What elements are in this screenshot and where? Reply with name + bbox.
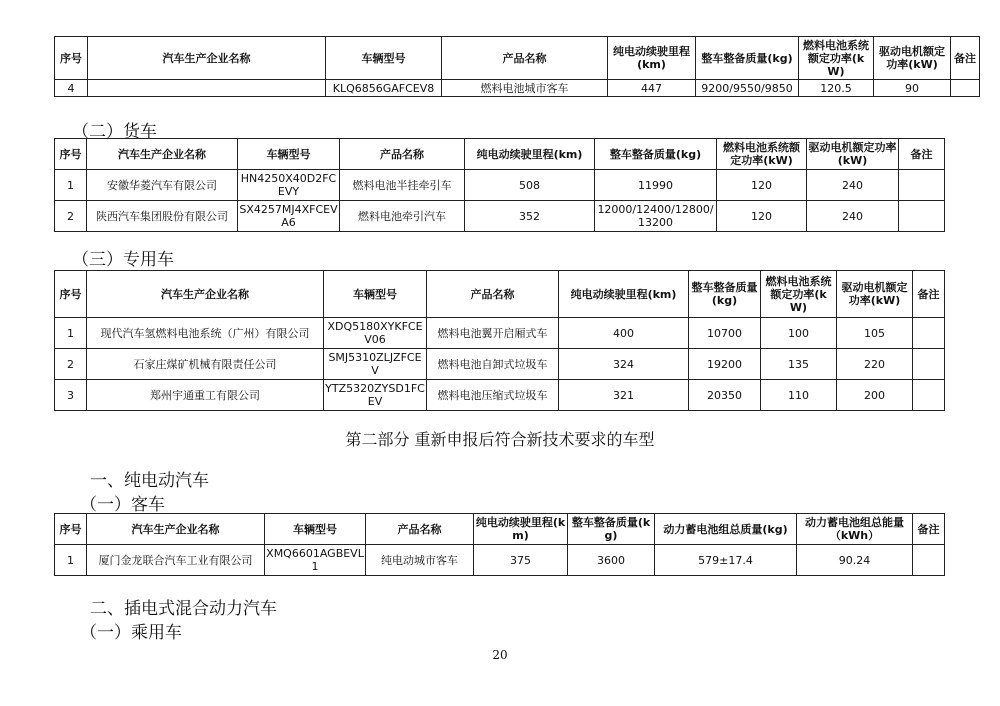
cell-mass: 11990 (595, 170, 717, 201)
header-fc-power: 燃料电池系统额定功率(kW) (717, 139, 807, 170)
cell-company: 郑州宇通重工有限公司 (87, 380, 324, 411)
header-motor-power: 驱动电机额定功率(kW) (874, 37, 951, 80)
header-remark: 备注 (899, 139, 945, 170)
cell-company: 安徽华菱汽车有限公司 (87, 170, 238, 201)
cell-mass: 12000/12400/12800/13200 (595, 201, 717, 232)
cell-remark (899, 201, 945, 232)
cell-seq: 1 (55, 545, 87, 576)
cell-motor-power: 220 (837, 349, 913, 380)
cell-fc-power: 120.5 (799, 80, 874, 97)
header-range: 纯电动续驶里程(km) (608, 37, 696, 80)
header-range: 纯电动续驶里程(km) (559, 271, 689, 318)
cell-company: 现代汽车氢燃料电池系统（广州）有限公司 (87, 318, 324, 349)
cell-fc-power: 135 (761, 349, 837, 380)
table-row (55, 170, 945, 201)
table-fcev-bus-continued (54, 36, 980, 97)
cell-motor-power: 200 (837, 380, 913, 411)
table-row (55, 349, 945, 380)
heading-phev: 二、插电式混合动力汽车 (90, 599, 277, 619)
cell-mass: 10700 (689, 318, 761, 349)
cell-model: YTZ5320ZYSD1FCEV (324, 380, 427, 411)
cell-remark (913, 380, 945, 411)
header-model: 车辆型号 (238, 139, 340, 170)
cell-seq: 2 (55, 349, 87, 380)
header-range: 纯电动续驶里程(km) (474, 514, 568, 545)
table-header-row (55, 514, 945, 545)
cell-remark (899, 170, 945, 201)
header-company: 汽车生产企业名称 (87, 139, 238, 170)
cell-remark (913, 318, 945, 349)
cell-mass: 20350 (689, 380, 761, 411)
header-remark: 备注 (913, 514, 945, 545)
heading-passenger: （一）乘用车 (80, 623, 182, 643)
cell-company: 石家庄煤矿机械有限责任公司 (87, 349, 324, 380)
cell-model: HN4250X40D2FCEVY (238, 170, 340, 201)
cell-motor-power: 105 (837, 318, 913, 349)
cell-model: SMJ5310ZLJZFCEV (324, 349, 427, 380)
cell-range: 321 (559, 380, 689, 411)
cell-seq: 2 (55, 201, 87, 232)
table-header-row (55, 37, 980, 80)
heading-bev: 一、纯电动汽车 (90, 471, 209, 491)
cell-model: XMQ6601AGBEVL1 (265, 545, 366, 576)
header-battery-energy: 动力蓄电池组总能量（kWh） (797, 514, 913, 545)
cell-range: 508 (465, 170, 595, 201)
header-fc-power: 燃料电池系统额定功率(kW) (799, 37, 874, 80)
header-battery-mass: 动力蓄电池组总质量(kg) (655, 514, 797, 545)
header-remark: 备注 (913, 271, 945, 318)
cell-battery-energy: 90.24 (797, 545, 913, 576)
cell-fc-power: 120 (717, 170, 807, 201)
table-row (55, 318, 945, 349)
header-mass: 整车整备质量(kg) (595, 139, 717, 170)
cell-product: 燃料电池半挂牵引车 (340, 170, 465, 201)
table-header-row (55, 139, 945, 170)
heading-bus: （一）客车 (80, 495, 165, 515)
cell-range: 400 (559, 318, 689, 349)
header-company: 汽车生产企业名称 (87, 514, 265, 545)
header-model: 车辆型号 (326, 37, 442, 80)
cell-range: 324 (559, 349, 689, 380)
cell-mass: 9200/9550/9850 (696, 80, 799, 97)
cell-remark (951, 80, 980, 97)
cell-range: 352 (465, 201, 595, 232)
cell-seq: 1 (55, 170, 87, 201)
table-fcev-special (54, 270, 945, 411)
header-model: 车辆型号 (265, 514, 366, 545)
cell-model: SX4257MJ4XFCEVA6 (238, 201, 340, 232)
header-seq: 序号 (55, 514, 87, 545)
cell-company: 厦门金龙联合汽车工业有限公司 (87, 545, 265, 576)
page-number: 20 (492, 648, 508, 662)
table-row (55, 545, 945, 576)
header-mass: 整车整备质量(kg) (696, 37, 799, 80)
header-product: 产品名称 (366, 514, 474, 545)
cell-fc-power: 110 (761, 380, 837, 411)
header-mass: 整车整备质量(kg) (568, 514, 655, 545)
header-fc-power: 燃料电池系统额定功率(kW) (761, 271, 837, 318)
header-seq: 序号 (55, 271, 87, 318)
header-company: 汽车生产企业名称 (88, 37, 326, 80)
cell-seq: 4 (55, 80, 88, 97)
cell-company: 陕西汽车集团股份有限公司 (87, 201, 238, 232)
header-motor-power: 驱动电机额定功率(kW) (837, 271, 913, 318)
cell-mass: 19200 (689, 349, 761, 380)
cell-remark (913, 545, 945, 576)
table-fcev-truck (54, 138, 945, 232)
header-seq: 序号 (55, 37, 88, 80)
cell-range: 447 (608, 80, 696, 97)
heading-special: （三）专用车 (72, 250, 174, 270)
table-row (55, 380, 945, 411)
cell-fc-power: 120 (717, 201, 807, 232)
cell-mass: 3600 (568, 545, 655, 576)
cell-seq: 3 (55, 380, 87, 411)
cell-seq: 1 (55, 318, 87, 349)
header-mass: 整车整备质量(kg) (689, 271, 761, 318)
cell-range: 375 (474, 545, 568, 576)
table-bev-bus (54, 513, 945, 576)
header-seq: 序号 (55, 139, 87, 170)
header-product: 产品名称 (427, 271, 559, 318)
header-company: 汽车生产企业名称 (87, 271, 324, 318)
cell-battery-mass: 579±17.4 (655, 545, 797, 576)
cell-product: 纯电动城市客车 (366, 545, 474, 576)
part-two-title: 第二部分 重新申报后符合新技术要求的车型 (345, 430, 655, 449)
header-remark: 备注 (951, 37, 980, 80)
cell-remark (913, 349, 945, 380)
cell-product: 燃料电池牵引汽车 (340, 201, 465, 232)
cell-fc-power: 100 (761, 318, 837, 349)
cell-product: 燃料电池翼开启厢式车 (427, 318, 559, 349)
cell-model: XDQ5180XYKFCEV06 (324, 318, 427, 349)
cell-motor-power: 240 (807, 201, 899, 232)
cell-product: 燃料电池自卸式垃圾车 (427, 349, 559, 380)
table-row (55, 201, 945, 232)
heading-truck: （二）货车 (72, 122, 157, 142)
header-product: 产品名称 (442, 37, 608, 80)
header-range: 纯电动续驶里程(km) (465, 139, 595, 170)
header-model: 车辆型号 (324, 271, 427, 318)
cell-product: 燃料电池城市客车 (442, 80, 608, 97)
table-header-row (55, 271, 945, 318)
cell-motor-power: 90 (874, 80, 951, 97)
cell-motor-power: 240 (807, 170, 899, 201)
cell-model: KLQ6856GAFCEV8 (326, 80, 442, 97)
cell-company (88, 80, 326, 97)
header-motor-power: 驱动电机额定功率(kW) (807, 139, 899, 170)
table-row (55, 80, 980, 97)
header-product: 产品名称 (340, 139, 465, 170)
cell-product: 燃料电池压缩式垃圾车 (427, 380, 559, 411)
